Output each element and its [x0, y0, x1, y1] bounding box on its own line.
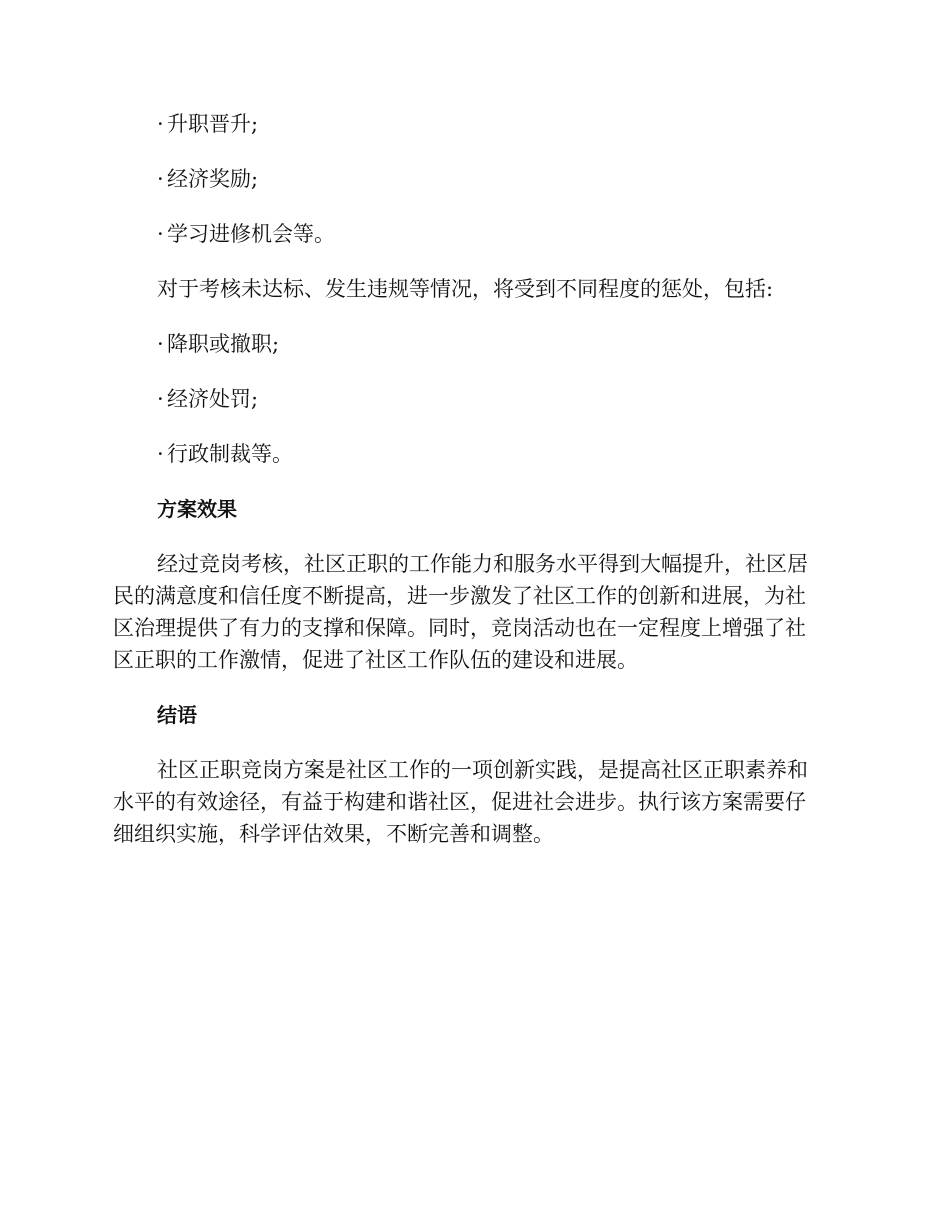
list-item	[113, 108, 833, 140]
reward-item-1: 升职晋升;	[167, 112, 259, 136]
paragraph-line: 经过竞岗考核，社区正职的工作能力和服务水平得到大幅提升，社区居	[157, 552, 808, 576]
list-item	[113, 163, 833, 195]
list-item	[113, 328, 833, 360]
bullet-dot: ·	[157, 112, 164, 136]
section-heading-effect: 方案效果	[157, 497, 237, 521]
penalty-intro: 对于考核未达标、发生违规等情况，将受到不同程度的惩处，包括:	[157, 277, 774, 301]
penalty-item-1: 降职或撤职;	[167, 332, 280, 356]
paragraph-line: 细组织实施，科学评估效果，不断完善和调整。	[113, 822, 554, 846]
bullet-dot: ·	[157, 332, 164, 356]
paragraph-line: 民的满意度和信任度不断提高，进一步激发了社区工作的创新和进展，为社	[113, 584, 806, 608]
reward-item-2: 经济奖励;	[167, 167, 259, 191]
penalty-item-2: 经济处罚;	[167, 387, 259, 411]
conclusion-paragraph	[113, 754, 833, 850]
reward-item-3: 学习进修机会等。	[167, 222, 335, 246]
paragraph-line: 水平的有效途径，有益于构建和谐社区，促进社会进步。执行该方案需要仔	[113, 790, 806, 814]
bullet-dot: ·	[157, 442, 164, 466]
paragraph-line: 社区正职竞岗方案是社区工作的一项创新实践，是提高社区正职素养和	[157, 758, 808, 782]
section-heading-conclusion: 结语	[157, 703, 197, 727]
bullet-dot: ·	[157, 387, 164, 411]
list-item	[113, 218, 833, 250]
list-item	[113, 438, 833, 470]
list-item	[113, 383, 833, 415]
document-page	[113, 108, 833, 873]
bullet-dot: ·	[157, 167, 164, 191]
effect-paragraph	[113, 548, 833, 676]
paragraph-line: 区治理提供了有力的支撑和保障。同时，竞岗活动也在一定程度上增强了社	[113, 616, 806, 640]
bullet-dot: ·	[157, 222, 164, 246]
penalty-item-3: 行政制裁等。	[167, 442, 293, 466]
paragraph-line: 区正职的工作激情，促进了社区工作队伍的建设和进展。	[113, 648, 638, 672]
